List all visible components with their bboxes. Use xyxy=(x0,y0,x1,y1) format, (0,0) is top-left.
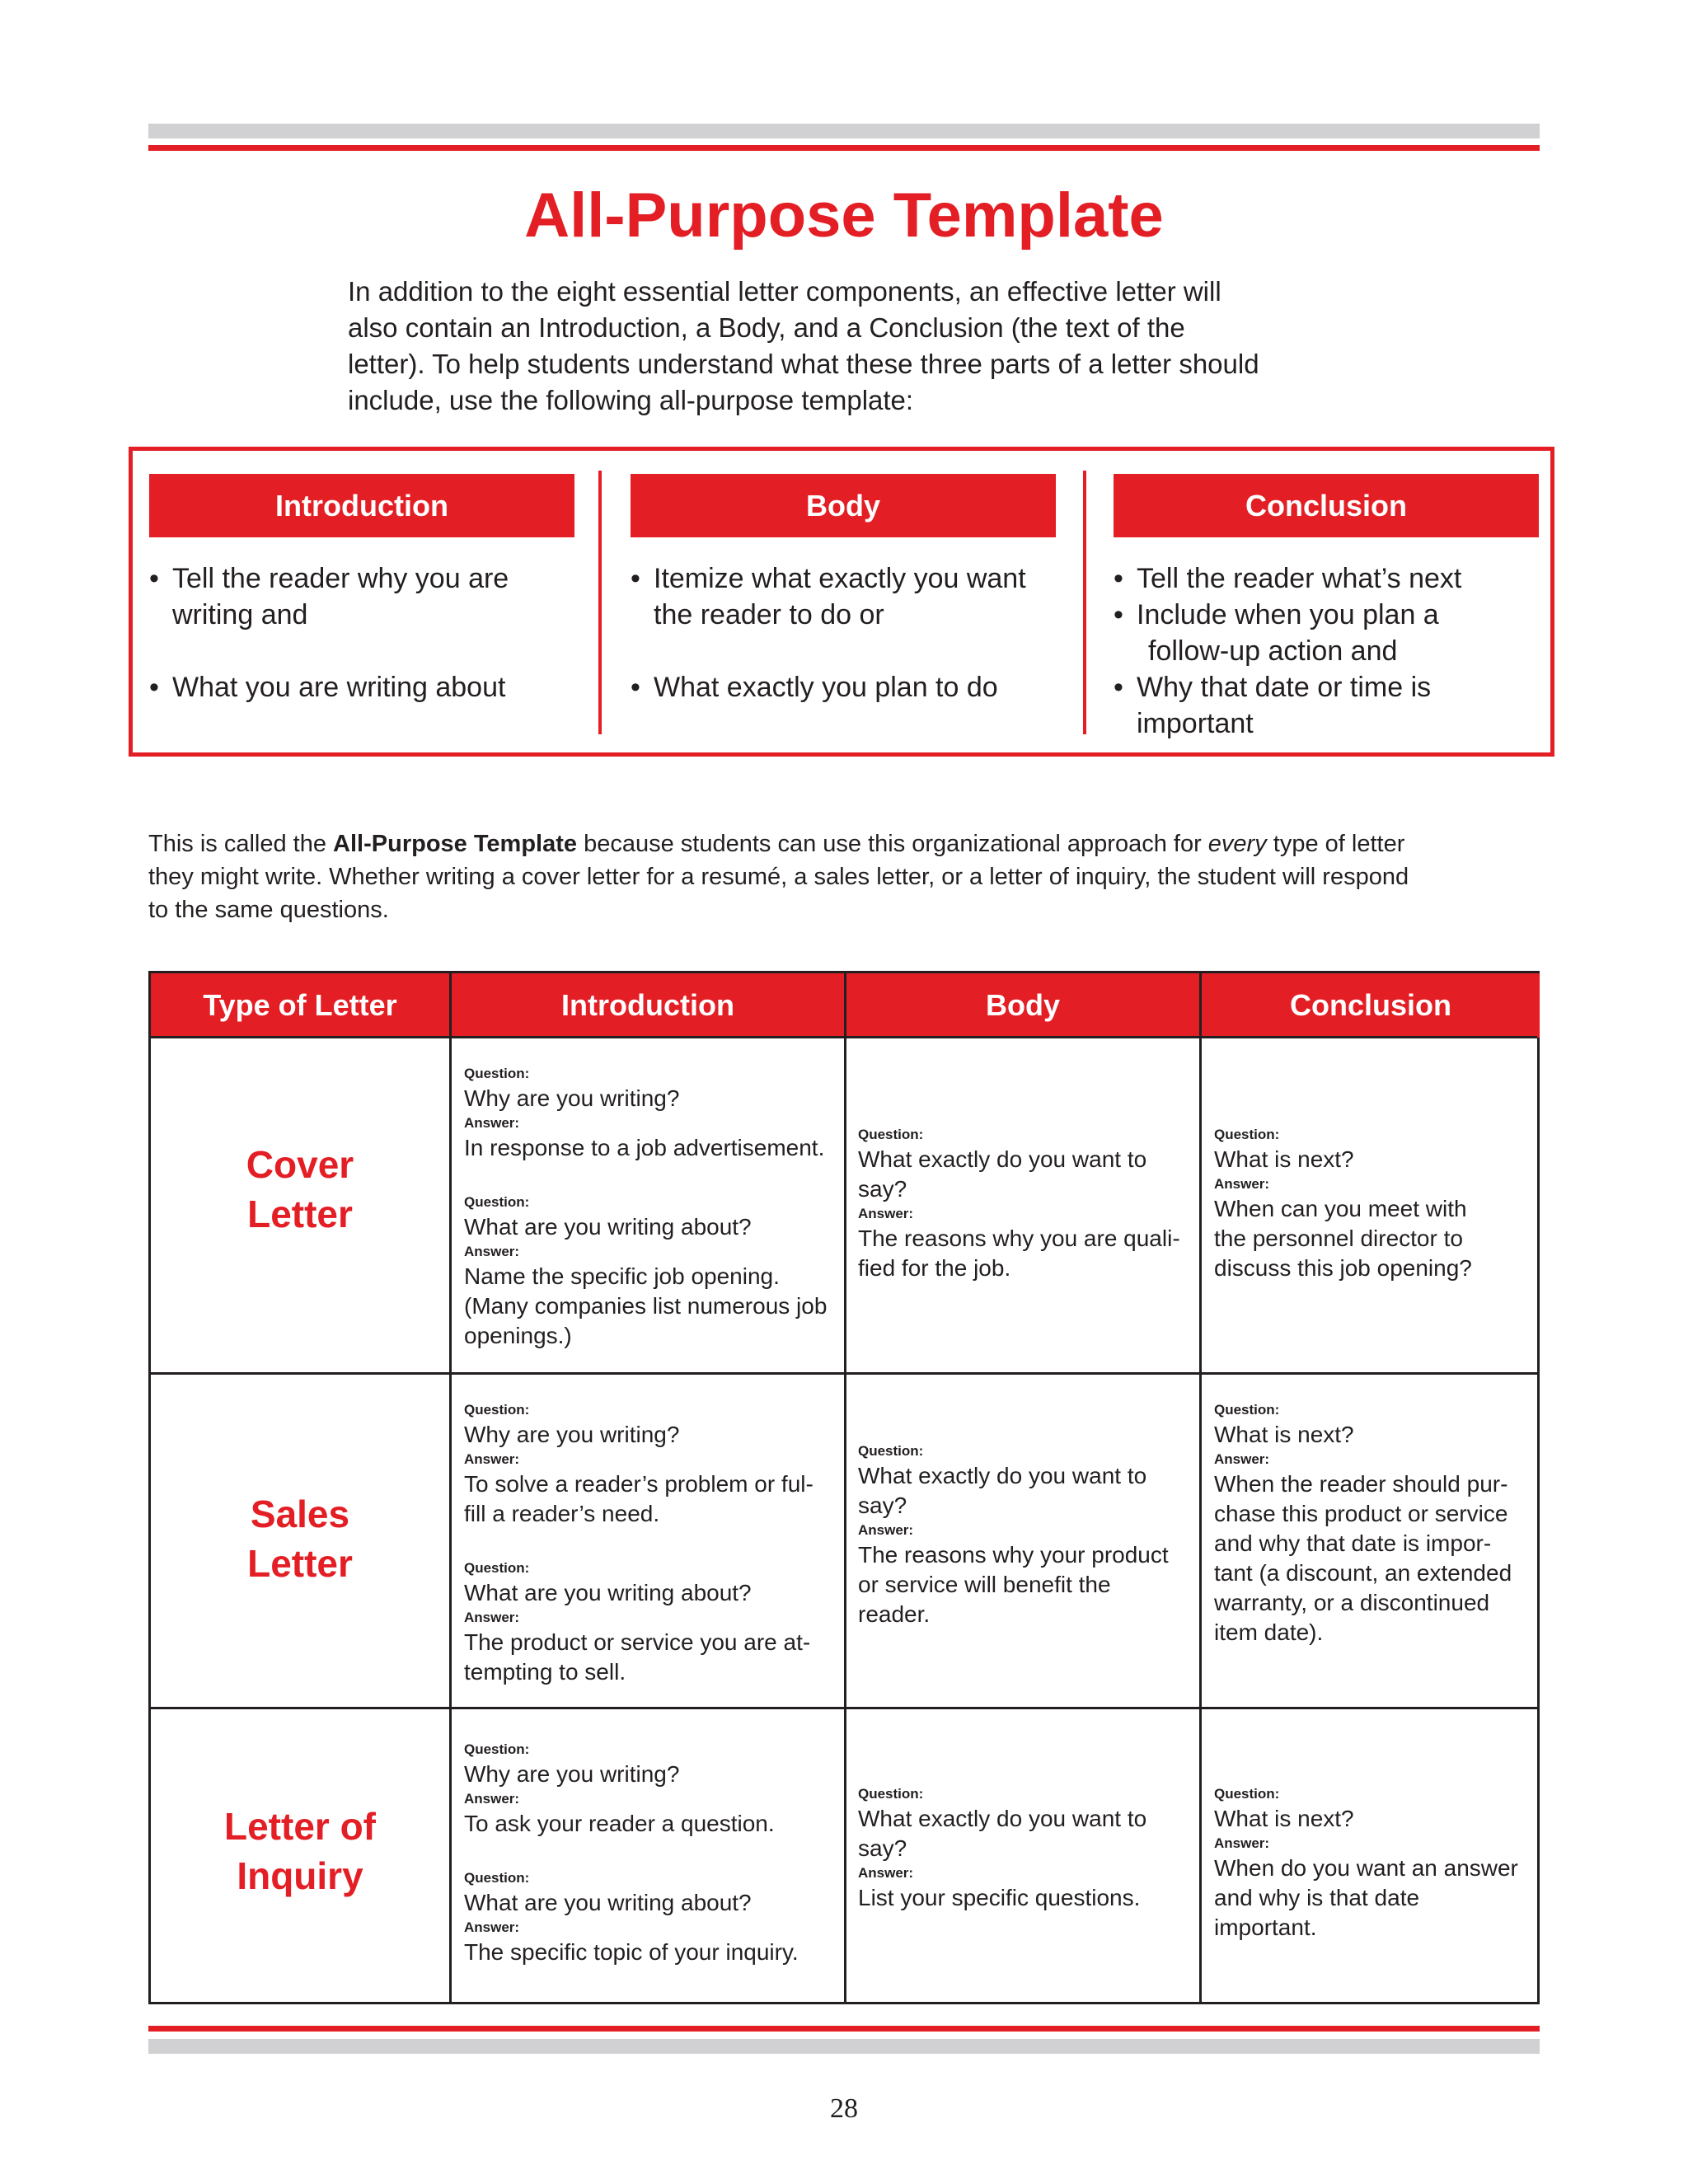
answer-label: Answer: xyxy=(858,1865,914,1881)
question-label: Question: xyxy=(464,1741,530,1757)
type-label-line: Sales xyxy=(250,1493,350,1535)
column-divider xyxy=(449,973,452,2002)
template-conc-bullet-3: • Why that date or time is xyxy=(1137,669,1539,705)
template-conc-bullet-2: • Include when you plan a xyxy=(1137,597,1539,633)
column-divider xyxy=(1199,973,1202,2002)
row-divider xyxy=(151,1036,1537,1038)
answer-text: The specific topic of your inquiry. xyxy=(464,1939,799,1965)
question-text: What is next? xyxy=(1214,1146,1354,1172)
description-line-1 xyxy=(148,827,1540,860)
header-body: Body xyxy=(846,973,1199,1038)
question-text: What are you writing about? xyxy=(464,1890,752,1915)
template-divider-2 xyxy=(1083,471,1086,734)
description-paragraph xyxy=(148,827,1540,926)
type-label-line: Letter of xyxy=(224,1805,376,1848)
question-text: Why are you writing? xyxy=(464,1085,680,1111)
desc-text: type of letter xyxy=(1266,831,1405,857)
question-text: What exactly do you want to xyxy=(858,1806,1147,1831)
question-text: say? xyxy=(858,1493,907,1518)
template-conclusion-header: Conclusion xyxy=(1114,474,1539,537)
question-text: say? xyxy=(858,1176,907,1202)
type-label-line: Letter xyxy=(247,1542,353,1585)
answer-text: tempting to sell. xyxy=(464,1659,626,1685)
question-label: Question: xyxy=(1214,1127,1280,1142)
type-label-line: Letter xyxy=(247,1193,353,1235)
answer-text: or service will benefit the xyxy=(858,1572,1111,1597)
answer-text: important. xyxy=(1214,1915,1317,1940)
sales-conclusion-cell xyxy=(1214,1400,1531,1647)
question-label: Question: xyxy=(1214,1402,1280,1418)
answer-text: chase this product or service xyxy=(1214,1501,1508,1526)
inquiry-conclusion-cell xyxy=(1214,1784,1531,1943)
header-type-of-letter: Type of Letter xyxy=(151,973,449,1038)
answer-text: discuss this job opening? xyxy=(1214,1255,1472,1281)
question-text: What is next? xyxy=(1214,1806,1354,1831)
question-label: Question: xyxy=(464,1402,530,1418)
answer-label: Answer: xyxy=(464,1451,520,1467)
question-text: What are you writing about? xyxy=(464,1214,752,1240)
template-body-bullet-2: • What exactly you plan to do xyxy=(654,669,1056,705)
answer-label: Answer: xyxy=(464,1610,520,1625)
type-label-line: Cover xyxy=(246,1143,354,1186)
desc-bold: All-Purpose Template xyxy=(333,831,578,857)
sales-intro-cell xyxy=(464,1400,835,1687)
question-label: Question: xyxy=(858,1786,924,1802)
desc-emphasis: every xyxy=(1207,831,1267,857)
inquiry-intro-cell xyxy=(464,1740,835,1967)
template-conclusion xyxy=(1114,474,1539,742)
question-label: Question: xyxy=(1214,1786,1280,1802)
template-conc-bullet-3-cont: important xyxy=(1137,708,1254,739)
answer-text: The reasons why you are quali- xyxy=(858,1226,1180,1251)
template-conclusion-list xyxy=(1114,560,1539,742)
cover-conclusion-cell xyxy=(1214,1125,1531,1283)
sales-body-cell xyxy=(858,1441,1188,1629)
template-body-list xyxy=(631,560,1056,705)
answer-label: Answer: xyxy=(464,1919,520,1935)
column-divider xyxy=(844,973,846,2002)
page-title: All-Purpose Template xyxy=(524,180,1164,251)
description-line-3: to the same questions. xyxy=(148,897,389,923)
answer-text: and why is that date xyxy=(1214,1885,1420,1910)
template-introduction-header: Introduction xyxy=(149,474,574,537)
question-text: What is next? xyxy=(1214,1422,1354,1447)
template-conc-bullet-1: • Tell the reader what’s next xyxy=(1137,560,1539,597)
row-type-cover-letter xyxy=(151,1140,449,1239)
bottom-gray-rule xyxy=(148,2039,1540,2054)
template-conc-bullet-2-cont: follow-up action and xyxy=(1148,635,1398,667)
answer-label: Answer: xyxy=(464,1115,520,1131)
header-conclusion: Conclusion xyxy=(1202,973,1540,1038)
answer-text: reader. xyxy=(858,1601,931,1627)
template-body-header: Body xyxy=(631,474,1056,537)
intro-line-1: In addition to the eight essential letter components, an effective letter will xyxy=(348,276,1221,307)
template-intro-bullet-1-cont: writing and xyxy=(172,599,308,630)
template-introduction-list xyxy=(149,560,574,705)
answer-text: To ask your reader a question. xyxy=(464,1811,775,1836)
answer-label: Answer: xyxy=(1214,1835,1270,1851)
template-body-bullet-1-cont: the reader to do or xyxy=(654,599,884,630)
question-label: Question: xyxy=(858,1443,924,1459)
answer-text: The product or service you are at- xyxy=(464,1629,811,1655)
answer-text: item date). xyxy=(1214,1619,1324,1645)
row-type-letter-of-inquiry xyxy=(151,1802,449,1900)
answer-text: In response to a job advertisement. xyxy=(464,1135,825,1160)
answer-text: and why that date is impor- xyxy=(1214,1530,1492,1556)
header-introduction: Introduction xyxy=(452,973,844,1038)
question-text: Why are you writing? xyxy=(464,1761,680,1787)
answer-text: (Many companies list numerous job xyxy=(464,1293,828,1319)
cover-body-cell xyxy=(858,1125,1188,1283)
row-type-sales-letter xyxy=(151,1489,449,1588)
answer-text: the personnel director to xyxy=(1214,1226,1463,1251)
intro-line-3: letter). To help students understand what these three parts of a letter should xyxy=(348,349,1259,379)
question-label: Question: xyxy=(464,1066,530,1081)
cover-intro-cell xyxy=(464,1064,835,1351)
question-label: Question: xyxy=(464,1194,530,1210)
answer-text: The reasons why your product xyxy=(858,1542,1169,1568)
page-number: 28 xyxy=(830,2093,858,2124)
answer-text: Name the specific job opening. xyxy=(464,1263,780,1289)
template-box xyxy=(129,447,1554,757)
answer-text: When the reader should pur- xyxy=(1214,1471,1508,1497)
answer-text: fied for the job. xyxy=(858,1255,1011,1281)
question-label: Question: xyxy=(464,1870,530,1886)
question-text: say? xyxy=(858,1835,907,1861)
inquiry-body-cell xyxy=(858,1784,1188,1913)
template-body xyxy=(631,474,1056,705)
desc-text: This is called the xyxy=(148,831,334,857)
answer-text: tant (a discount, an extended xyxy=(1214,1560,1512,1586)
answer-label: Answer: xyxy=(858,1206,914,1221)
answer-text: openings.) xyxy=(464,1323,572,1348)
template-divider-1 xyxy=(598,471,602,734)
row-divider xyxy=(151,1372,1537,1375)
answer-text: fill a reader’s need. xyxy=(464,1501,660,1526)
answer-text: When do you want an answer xyxy=(1214,1855,1518,1881)
top-gray-rule xyxy=(148,124,1540,138)
description-line-2: they might write. Whether writing a cover letter for a resumé, a sales letter, or a letter of inquiry, the student will respond xyxy=(148,864,1409,890)
question-label: Question: xyxy=(858,1127,924,1142)
answer-text: When can you meet with xyxy=(1214,1196,1467,1221)
bottom-red-rule xyxy=(148,2026,1540,2032)
intro-paragraph xyxy=(348,274,1294,419)
desc-text: because students can use this organizational approach for xyxy=(577,831,1208,857)
template-body-bullet-1: • Itemize what exactly you want xyxy=(654,560,1056,597)
answer-text: To solve a reader’s problem or ful- xyxy=(464,1471,814,1497)
intro-line-4: include, use the following all-purpose template: xyxy=(348,385,914,415)
answer-label: Answer: xyxy=(858,1522,914,1538)
letter-types-table xyxy=(148,971,1540,2004)
answer-text: List your specific questions. xyxy=(858,1885,1141,1910)
question-text: What exactly do you want to xyxy=(858,1146,1147,1172)
top-red-rule xyxy=(148,145,1540,151)
answer-text: warranty, or a discontinued xyxy=(1214,1590,1490,1615)
row-divider xyxy=(151,1707,1537,1709)
answer-label: Answer: xyxy=(1214,1176,1270,1192)
question-label: Question: xyxy=(464,1560,530,1576)
question-text: What are you writing about? xyxy=(464,1580,752,1605)
intro-line-2: also contain an Introduction, a Body, and a Conclusion (the text of the xyxy=(348,312,1185,343)
template-intro-bullet-1: • Tell the reader why you are xyxy=(172,560,574,597)
type-label-line: Inquiry xyxy=(237,1854,363,1897)
question-text: Why are you writing? xyxy=(464,1422,680,1447)
answer-label: Answer: xyxy=(464,1791,520,1807)
answer-label: Answer: xyxy=(1214,1451,1270,1467)
answer-label: Answer: xyxy=(464,1244,520,1259)
question-text: What exactly do you want to xyxy=(858,1463,1147,1488)
template-intro-bullet-2: • What you are writing about xyxy=(172,669,574,705)
template-introduction xyxy=(149,474,574,705)
